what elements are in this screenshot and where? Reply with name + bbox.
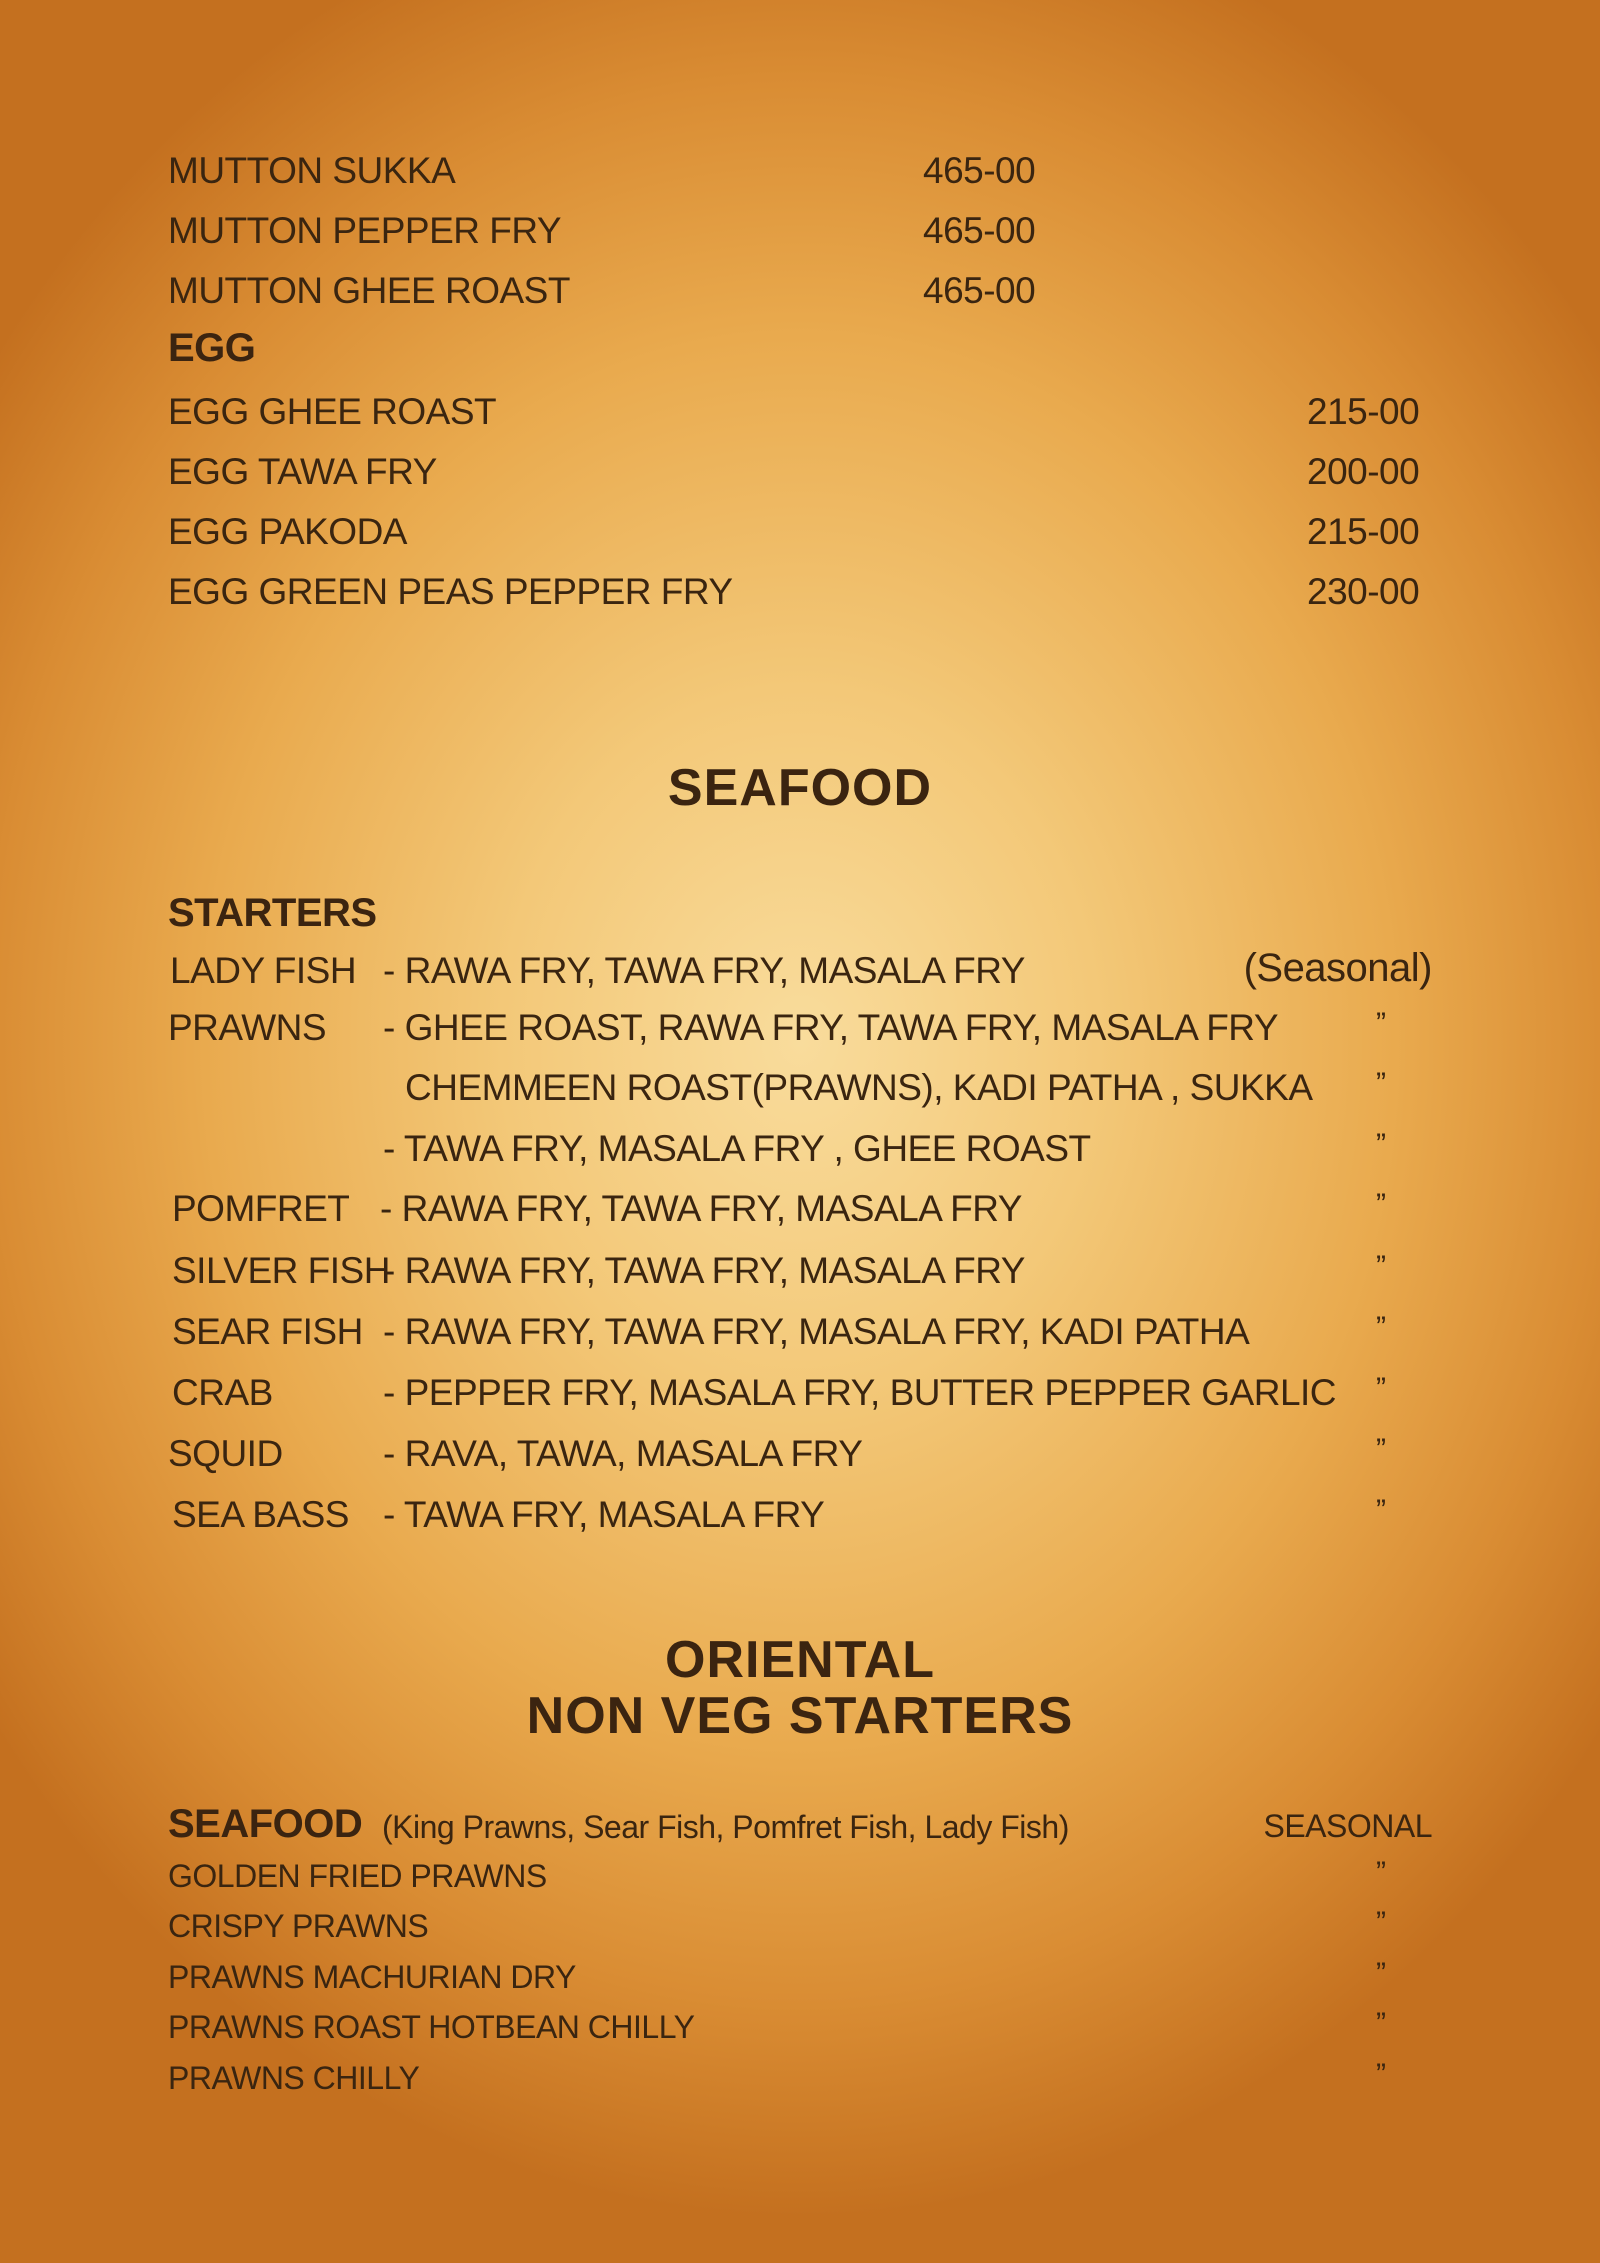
fish-name: SILVER FISH [172, 1250, 390, 1291]
menu-item-price: 465-00 [923, 150, 1036, 191]
menu-item-name: MUTTON SUKKA [168, 150, 456, 191]
fish-name: CRAB [172, 1372, 273, 1413]
egg-heading: EGG [168, 326, 256, 370]
menu-item-name: PRAWNS CHILLY [168, 2060, 420, 2096]
ditto-mark: ” [1376, 1311, 1386, 1344]
ditto-mark: ” [1376, 1372, 1386, 1405]
menu-item-name: EGG GREEN PEAS PEPPER FRY [168, 571, 733, 612]
fish-name: SEA BASS [172, 1494, 349, 1535]
menu-item-name: EGG TAWA FRY [168, 451, 437, 492]
fish-name: POMFRET [172, 1188, 350, 1229]
menu-item-name: GOLDEN FRIED PRAWNS [168, 1858, 547, 1894]
ditto-mark: ” [1376, 1188, 1386, 1221]
menu-item-name: CRISPY PRAWNS [168, 1908, 429, 1944]
fish-name: SEAR FISH [172, 1311, 363, 1352]
fish-styles: - TAWA FRY, MASALA FRY , GHEE ROAST [383, 1128, 1091, 1169]
seafood-title: SEAFOOD [667, 759, 933, 817]
starters-heading: STARTERS [168, 891, 377, 935]
seasonal-price: (Seasonal) [1243, 946, 1432, 990]
oriental-seafood-price: SEASONAL [1263, 1808, 1432, 1844]
oriental-title-line1: ORIENTAL [665, 1631, 935, 1689]
fish-styles: - PEPPER FRY, MASALA FRY, BUTTER PEPPER GARLIC [383, 1372, 1337, 1413]
menu-item-price: 230-00 [1307, 571, 1420, 612]
ditto-mark: ” [1376, 1128, 1386, 1161]
ditto-mark: ” [1376, 2058, 1386, 2091]
fish-styles: - RAWA FRY, TAWA FRY, MASALA FRY [383, 950, 1025, 991]
ditto-mark: ” [1376, 2007, 1386, 2040]
menu-item-price: 465-00 [923, 210, 1036, 251]
fish-styles: - GHEE ROAST, RAWA FRY, TAWA FRY, MASALA FRY [383, 1007, 1279, 1048]
menu-item-name: PRAWNS MACHURIAN DRY [168, 1959, 576, 1995]
ditto-mark: ” [1376, 1957, 1386, 1990]
oriental-title-line2: NON VEG STARTERS [526, 1687, 1074, 1745]
ditto-mark: ” [1376, 1906, 1386, 1939]
ditto-mark: ” [1376, 1494, 1386, 1527]
menu-item-name: EGG GHEE ROAST [168, 391, 497, 432]
oriental-seafood-heading: SEAFOOD [168, 1802, 363, 1846]
menu-item-name: PRAWNS ROAST HOTBEAN CHILLY [168, 2009, 695, 2045]
ditto-mark: ” [1376, 1007, 1386, 1040]
ditto-mark: ” [1376, 1250, 1386, 1283]
fish-styles: - TAWA FRY, MASALA FRY [383, 1494, 825, 1535]
menu-item-price: 215-00 [1307, 391, 1420, 432]
fish-name: LADY FISH [170, 950, 357, 991]
fish-styles: CHEMMEEN ROAST(PRAWNS), KADI PATHA , SUKKA [405, 1067, 1313, 1108]
fish-styles: - RAWA FRY, TAWA FRY, MASALA FRY [383, 1250, 1025, 1291]
fish-name: PRAWNS [168, 1007, 327, 1048]
menu-item-name: EGG PAKODA [168, 511, 407, 552]
menu-item-name: MUTTON GHEE ROAST [168, 270, 570, 311]
ditto-mark: ” [1376, 1433, 1386, 1466]
fish-styles: - RAWA FRY, TAWA FRY, MASALA FRY, KADI PATHA [383, 1311, 1250, 1352]
ditto-mark: ” [1376, 1067, 1386, 1100]
fish-styles: - RAWA FRY, TAWA FRY, MASALA FRY [380, 1188, 1022, 1229]
menu-item-price: 215-00 [1307, 511, 1420, 552]
menu-item-price: 200-00 [1307, 451, 1420, 492]
fish-name: SQUID [168, 1433, 283, 1474]
menu-item-price: 465-00 [923, 270, 1036, 311]
ditto-mark: ” [1376, 1856, 1386, 1889]
fish-styles: - RAVA, TAWA, MASALA FRY [383, 1433, 863, 1474]
oriental-seafood-note: (King Prawns, Sear Fish, Pomfret Fish, Lady Fish) [382, 1809, 1069, 1845]
menu-item-name: MUTTON PEPPER FRY [168, 210, 562, 251]
